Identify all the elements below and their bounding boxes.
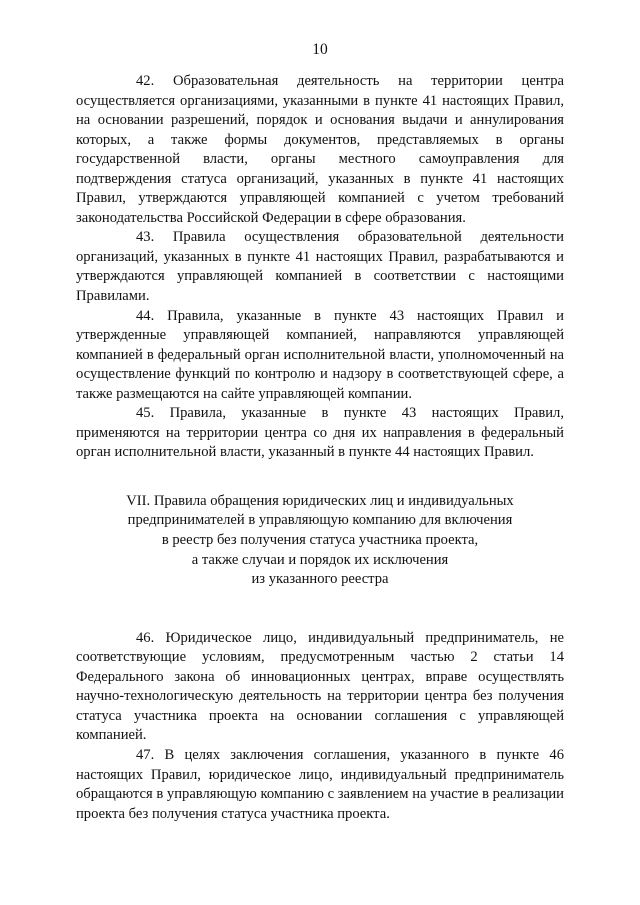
paragraph-44: 44. Правила, указанные в пункте 43 настоящих Правил и утвержденные управляющей компанией, направляются управляющей компанией в федеральный орган исполнительной власти, уполномоченный на осуществление функций по контролю и надзору в соответствующей сфере, а также размещаются на сайте управляющей компании. [76,307,564,402]
paragraph-47: 47. В целях заключения соглашения, указанного в пункте 46 настоящих Правил, юридическое лицо, индивидуальный предприниматель обращаются в управляющую компанию с заявлением на участие в реализации проекта без получения статуса участника проекта. [76,746,564,822]
page-number: 10 [312,41,328,58]
paragraph-45: 45. Правила, указанные в пункте 43 настоящих Правил, применяются на территории центра со дня их направления в федеральный орган исполнительной власти, указанный в пункте 44 настоящих Правил. [76,405,564,461]
section-heading-line: VII. Правила обращения юридических лиц и индивидуальных [126,492,514,509]
document-body [76,72,564,824]
paragraph-43: 43. Правила осуществления образовательной деятельности организаций, указанных в пункте 41 настоящих Правил, разрабатываются и утверждаются управляющей компанией в соответствии с настоящими Правилами. [76,229,564,305]
section-heading-line: в реестр без получения статуса участника проекта, [161,532,479,549]
section-heading-line: из указанного реестра [251,571,389,588]
section-heading [76,492,564,590]
section-heading-line: предпринимателей в управляющую компанию для включения [127,512,513,529]
section-heading-line: а также случаи и порядок их исключения [191,551,449,568]
paragraph-42: 42. Образовательная деятельность на территории центра осуществляется организациями, указанными в пункте 41 настоящих Правил, на основании разрешений, порядок и основания выдачи и аннулирования которых, а также формы документов, представляемых в органы государственной власти, органы местного самоуправления для подтверждения статуса организаций, указанных в пункте 41 настоящих Правил, утверждаются управляющей компанией с учетом требований законодательства Российской Федерации в сфере образования. [76,73,564,226]
paragraph-46: 46. Юридическое лицо, индивидуальный предприниматель, не соответствующие условиям, предусмотренным частью 2 статьи 14 Федерального закона об инновационных центрах, вправе осуществлять научно-технологическую деятельность на территории центра без получения статуса участника проекта на основании соглашения с управляющей компанией. [76,629,564,744]
